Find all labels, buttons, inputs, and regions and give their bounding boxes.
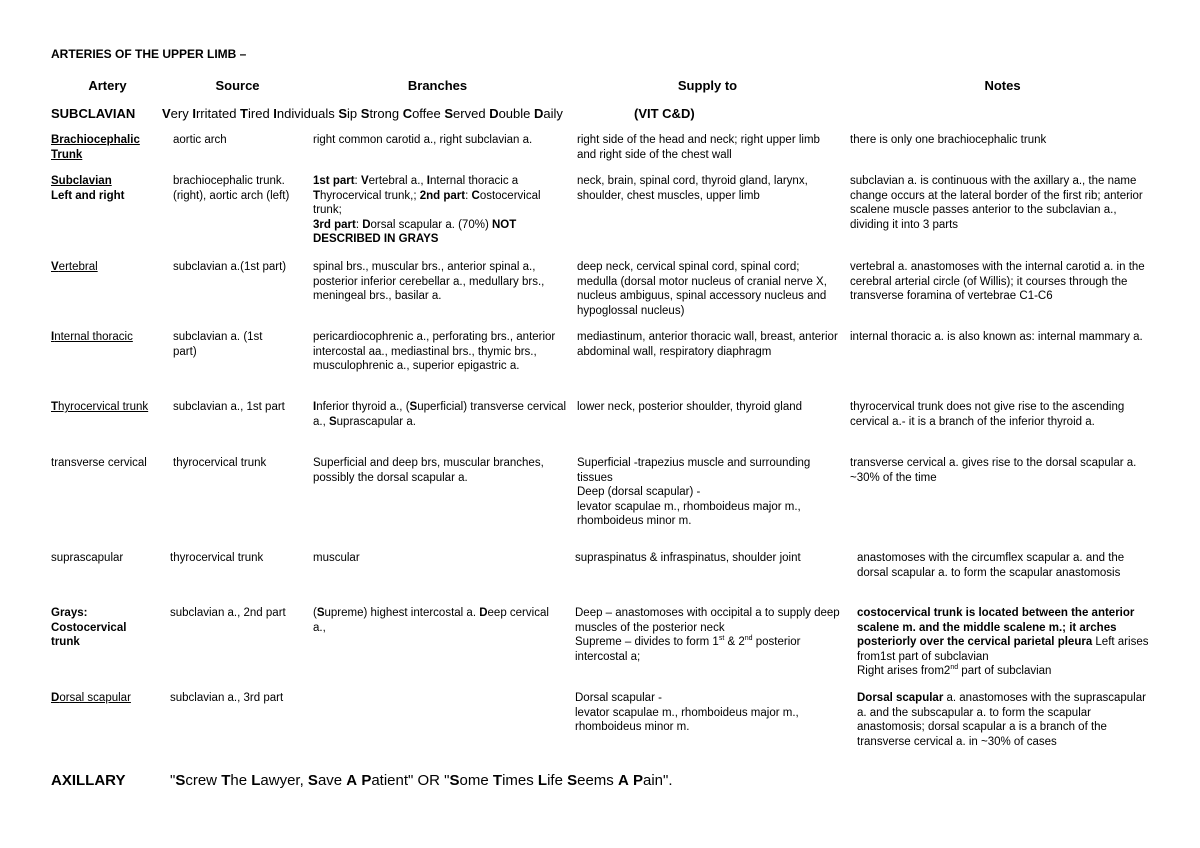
page-title: ARTERIES OF THE UPPER LIMB – [51,47,247,61]
artery-dorsal-scapular: Dorsal scapular [51,692,131,704]
branches-costocervical: (Supreme) highest intercostal a. Deep cervical a., [313,607,549,634]
source-internal-thoracic: subclavian a. (1st part) [173,331,263,358]
supply-transverse-cervical: Superficial -trapezius muscle and surrounding tissues Deep (dorsal scapular) - levator scapulae m., rhomboideus major m., rhomboideus minor m. [577,457,811,527]
branches-internal-thoracic: pericardiocophrenic a., perforating brs., anterior intercostal aa., mediastinal brs., thymic brs., musculophrenic a., superior epigastric a. [313,331,556,372]
artery-costocervical: Grays: Costocervical trunk [51,607,127,648]
notes-dorsal-scapular: Dorsal scapular a. anastomoses with the suprascapular a. and the subscapular a. to form the scapular anastomosis; dorsal scapular a is a branch of the transverse cervical a. in ~30% of cases [857,692,1146,748]
header-branches: Branches [407,78,468,93]
branches-suprascapular: muscular [313,552,360,564]
source-vertebral: subclavian a.(1st part) [173,261,287,273]
notes-vertebral: vertebral a. anastomoses with the internal carotid a. in the cerebral arterial circle (of Willis); it courses through the transverse foramina of vertebrae C1-C6 [850,261,1145,302]
notes-internal-thoracic: internal thoracic a. is also known as: internal mammary a. [850,331,1143,343]
notes-suprascapular: anastomoses with the circumflex scapular a. and the dorsal scapular a. to form the scapular anastomosis [857,552,1125,579]
notes-costocervical: costocervical trunk is located between the anterior scalene m. and the middle scalene m.; it arches posteriorly over the cervical parietal pleura Left arises from1st part of subclavian Right arises from2nd part of subclavian [857,607,1149,677]
branches-transverse-cervical: Superficial and deep brs, muscular branches, possibly the dorsal scapular a. [313,457,544,484]
header-supply: Supply to [677,78,738,93]
artery-subclavian: Subclavian Left and right [51,175,125,202]
notes-thyrocervical: thyrocervical trunk does not give rise to the ascending cervical a.- it is a branch of the inferior thyroid a. [850,401,1125,428]
notes-transverse-cervical: transverse cervical a. gives rise to the dorsal scapular a. ~30% of the time [850,457,1137,484]
branches-subclavian: 1st part: Vertebral a., Internal thoracic a Thyrocervical trunk,; 2nd part: Costocervical trunk; 3rd part: Dorsal scapular a. (70%) NOT DESCRIBED IN GRAYS [313,175,541,245]
subclavian-mnemonic: Very Irritated Tired Individuals Sip Strong Coffee Served Double Daily [162,106,563,121]
source-brachiocephalic: aortic arch [173,134,227,146]
subclavian-mnemonic-abbrev: (VIT C&D) [634,106,695,121]
branches-vertebral: spinal brs., muscular brs., anterior spinal a., posterior inferior cerebellar a., medullary brs., meningeal brs., basilar a. [313,261,545,302]
axillary-mnemonic: "Screw The Lawyer, Save A Patient" OR "Some Times Life Seems A Pain". [170,772,673,789]
notes-brachiocephalic: there is only one brachiocephalic trunk [850,134,1047,146]
axillary-heading: AXILLARY [51,772,126,789]
artery-transverse-cervical: transverse cervical [51,457,147,469]
branches-thyrocervical: Inferior thyroid a., (Superficial) transverse cervical a., Suprascapular a. [313,401,567,428]
supply-suprascapular: supraspinatus & infraspinatus, shoulder joint [575,552,801,564]
supply-dorsal-scapular: Dorsal scapular - levator scapulae m., rhomboideus major m., rhomboideus minor m. [575,692,799,733]
source-suprascapular: thyrocervical trunk [170,552,264,564]
notes-subclavian: subclavian a. is continuous with the axillary a., the name change occurs at the lateral border of the first rib; anterior scalene muscle passes anterior to the subclavian a., dividing it into 3 parts [850,175,1143,231]
artery-vertebral: Vertebral [51,261,98,273]
artery-suprascapular: suprascapular [51,552,124,564]
supply-thyrocervical: lower neck, posterior shoulder, thyroid gland [577,401,803,413]
header-notes: Notes [984,78,1021,93]
source-dorsal-scapular: subclavian a., 3rd part [170,692,284,704]
header-source: Source [215,78,260,93]
supply-internal-thoracic: mediastinum, anterior thoracic wall, breast, anterior abdominal wall, respiratory diaphragm [577,331,838,358]
subclavian-heading: SUBCLAVIAN [51,106,136,121]
artery-internal-thoracic: Internal thoracic [51,331,133,343]
header-artery: Artery [88,78,127,93]
supply-subclavian: neck, brain, spinal cord, thyroid gland, larynx, shoulder, chest muscles, upper limb [577,175,808,202]
artery-thyrocervical: Thyrocervical trunk [51,401,149,413]
source-thyrocervical: subclavian a., 1st part [173,401,285,413]
supply-vertebral: deep neck, cervical spinal cord, spinal cord; medulla (dorsal motor nucleus of cranial nerve X, nucleus ambiguus, spinal accessory nucleus and hypoglossal nucleus) [577,261,827,317]
source-costocervical: subclavian a., 2nd part [170,607,286,619]
source-transverse-cervical: thyrocervical trunk [173,457,267,469]
supply-brachiocephalic: right side of the head and neck; right upper limb and right side of the chest wall [577,134,820,161]
artery-brachiocephalic: Brachiocephalic Trunk [51,134,140,161]
supply-costocervical: Deep – anastomoses with occipital a to supply deep muscles of the posterior neck Supreme – divides to form 1st & 2nd posterior intercostal a; [575,607,840,663]
source-subclavian: brachiocephalic trunk. (right), aortic arch (left) [173,175,290,202]
branches-brachiocephalic: right common carotid a., right subclavian a. [313,134,533,146]
